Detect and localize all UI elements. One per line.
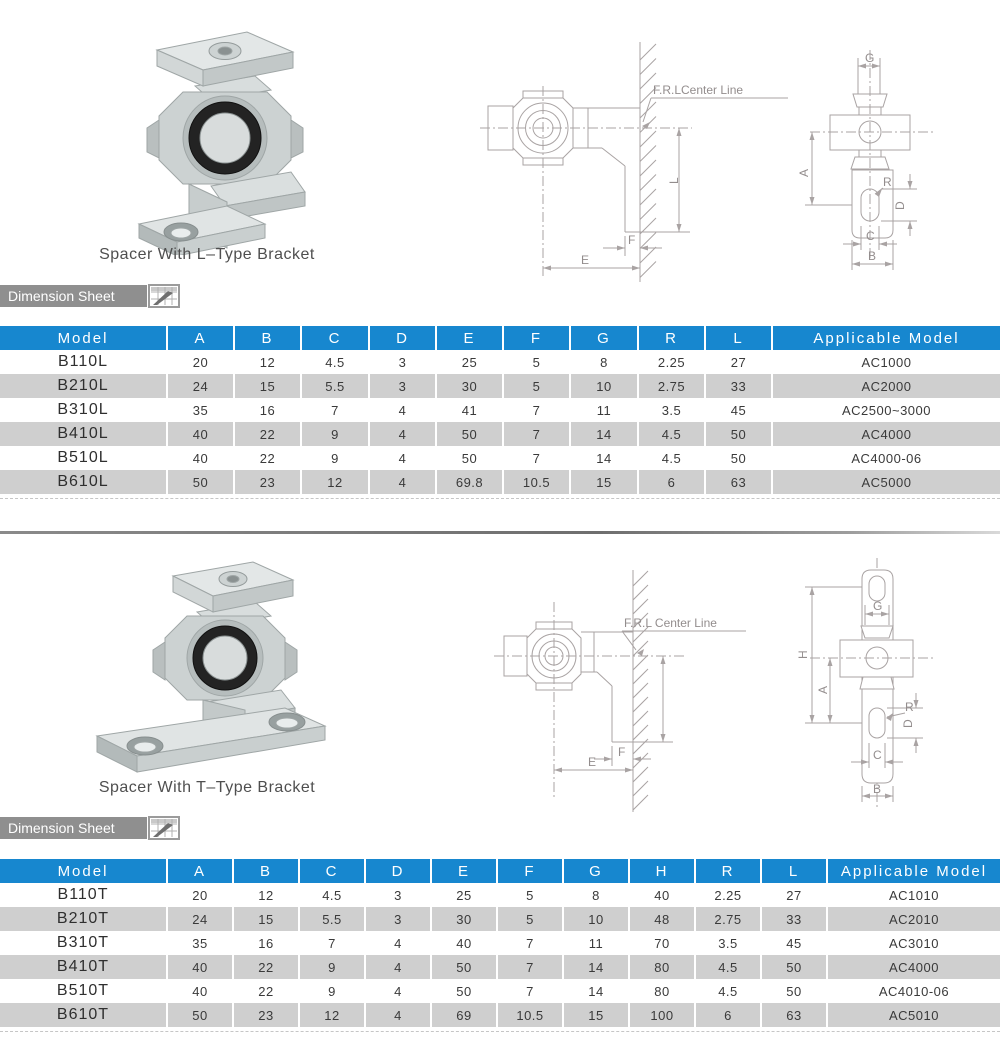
dim-label-c: C	[866, 229, 875, 243]
value-cell: 5.5	[301, 374, 369, 398]
column-header: R	[695, 859, 761, 883]
value-cell: 69.8	[436, 470, 503, 494]
value-cell: 4.5	[695, 979, 761, 1003]
value-cell: 4	[369, 470, 436, 494]
value-cell: AC4000-06	[772, 446, 1000, 470]
value-cell: 10	[563, 907, 629, 931]
value-cell: 50	[705, 446, 772, 470]
value-cell: 7	[503, 398, 570, 422]
value-cell: 25	[436, 350, 503, 374]
caption-t-bracket: Spacer With T–Type Bracket	[98, 779, 316, 796]
value-cell: 12	[233, 883, 299, 907]
value-cell: 15	[570, 470, 638, 494]
dim-label-h: H	[796, 650, 810, 659]
value-cell: 33	[705, 374, 772, 398]
value-cell: 14	[563, 979, 629, 1003]
value-cell: AC1010	[827, 883, 1000, 907]
value-cell: 7	[503, 422, 570, 446]
dim-label-r: R	[883, 175, 892, 189]
value-cell: AC4010-06	[827, 979, 1000, 1003]
value-cell: 2.75	[638, 374, 705, 398]
column-header: A	[167, 859, 233, 883]
value-cell: 2.25	[638, 350, 705, 374]
table-row	[0, 446, 1000, 470]
table-row	[0, 931, 1000, 955]
column-header: R	[638, 326, 705, 350]
value-cell: 14	[570, 422, 638, 446]
column-header: B	[233, 859, 299, 883]
model-cell: B210L	[0, 374, 167, 398]
front-view-drawing-t	[490, 560, 790, 820]
value-cell: 16	[234, 398, 301, 422]
front-view-drawing-l	[470, 30, 790, 285]
value-cell: AC2000	[772, 374, 1000, 398]
column-header: D	[365, 859, 431, 883]
table-bottom-rule	[0, 1031, 1000, 1032]
value-cell: 50	[431, 979, 497, 1003]
dim-label-c: C	[873, 748, 882, 762]
value-cell: 40	[629, 883, 695, 907]
value-cell: 45	[705, 398, 772, 422]
value-cell: AC3010	[827, 931, 1000, 955]
model-cell: B310T	[56, 934, 110, 951]
value-cell: 7	[497, 931, 563, 955]
dim-label-r: R	[905, 700, 914, 714]
value-cell: 6	[695, 1003, 761, 1027]
dimension-sheet-label: Dimension Sheet	[0, 817, 147, 839]
value-cell: 15	[233, 907, 299, 931]
value-cell: 4	[365, 931, 431, 955]
value-cell: 22	[234, 422, 301, 446]
value-cell: 10.5	[503, 470, 570, 494]
column-header: D	[369, 326, 436, 350]
value-cell: 50	[436, 446, 503, 470]
value-cell: 15	[563, 1003, 629, 1027]
dim-label-g: G	[865, 51, 875, 65]
value-cell: 100	[629, 1003, 695, 1027]
value-cell: 30	[436, 374, 503, 398]
value-cell: 63	[761, 1003, 827, 1027]
value-cell: 22	[233, 979, 299, 1003]
value-cell: 11	[570, 398, 638, 422]
value-cell: 40	[167, 979, 233, 1003]
value-cell: AC4000	[827, 955, 1000, 979]
value-cell: 4.5	[638, 422, 705, 446]
value-cell: 9	[301, 422, 369, 446]
column-header: E	[431, 859, 497, 883]
value-cell: 9	[299, 955, 365, 979]
value-cell: AC2500~3000	[772, 398, 1000, 422]
dimension-sheet-icon	[148, 816, 180, 840]
value-cell: 12	[301, 470, 369, 494]
side-view-drawing-t	[795, 550, 1000, 815]
value-cell: AC4000	[772, 422, 1000, 446]
table-row	[0, 422, 1000, 446]
value-cell: 22	[233, 955, 299, 979]
value-cell: AC5010	[827, 1003, 1000, 1027]
value-cell: 4.5	[695, 955, 761, 979]
dim-label-l: L	[667, 177, 681, 184]
value-cell: 3.5	[695, 931, 761, 955]
value-cell: 5	[503, 374, 570, 398]
value-cell: 80	[629, 955, 695, 979]
table-row	[0, 350, 1000, 374]
dim-label-d: D	[901, 719, 915, 728]
column-header: C	[299, 859, 365, 883]
dim-label-f: F	[628, 233, 636, 247]
table-row	[0, 470, 1000, 494]
column-header: A	[167, 326, 234, 350]
value-cell: 27	[761, 883, 827, 907]
value-cell: 63	[705, 470, 772, 494]
center-line-label: F.R.LCenter Line	[653, 83, 744, 97]
value-cell: 11	[563, 931, 629, 955]
product-photo-t-bracket	[75, 552, 345, 782]
value-cell: 12	[234, 350, 301, 374]
table-header-row	[0, 859, 1000, 883]
value-cell: 2.75	[695, 907, 761, 931]
dim-label-d: D	[893, 201, 907, 210]
value-cell: 70	[629, 931, 695, 955]
value-cell: 12	[299, 1003, 365, 1027]
value-cell: 4	[365, 979, 431, 1003]
column-header: Applicable Model	[772, 326, 1000, 350]
dimension-table-l	[0, 326, 1000, 494]
caption-l-bracket: Spacer With L–Type Bracket	[99, 246, 315, 263]
value-cell: 4.5	[301, 350, 369, 374]
model-cell: B210T	[0, 907, 167, 931]
value-cell: 3	[365, 907, 431, 931]
value-cell: 20	[167, 883, 233, 907]
value-cell: 4.5	[299, 883, 365, 907]
value-cell: 4	[369, 422, 436, 446]
dimension-table-t	[0, 859, 1000, 1027]
model-cell: B110L	[57, 353, 109, 370]
column-header: L	[705, 326, 772, 350]
value-cell: 5	[497, 883, 563, 907]
value-cell: 5	[503, 350, 570, 374]
value-cell: 4	[365, 1003, 431, 1027]
value-cell: AC1000	[772, 350, 1000, 374]
column-header: H	[629, 859, 695, 883]
dim-label-b: B	[873, 782, 882, 796]
value-cell: 30	[431, 907, 497, 931]
dim-label-g: G	[873, 599, 883, 613]
model-cell: B110T	[57, 886, 109, 903]
table-row	[0, 883, 1000, 907]
value-cell: 4.5	[638, 446, 705, 470]
value-cell: 40	[431, 931, 497, 955]
section-divider	[0, 531, 1000, 534]
value-cell: 14	[563, 955, 629, 979]
value-cell: 4	[369, 446, 436, 470]
value-cell: 2.25	[695, 883, 761, 907]
value-cell: 3	[365, 883, 431, 907]
value-cell: 40	[167, 446, 234, 470]
dim-label-f: F	[618, 745, 626, 759]
table-header-row	[0, 326, 1000, 350]
value-cell: 8	[563, 883, 629, 907]
value-cell: 3	[369, 374, 436, 398]
value-cell: 40	[167, 422, 234, 446]
value-cell: 10.5	[497, 1003, 563, 1027]
dim-label-e: E	[588, 755, 597, 769]
value-cell: 6	[638, 470, 705, 494]
value-cell: 45	[761, 931, 827, 955]
value-cell: 5	[497, 907, 563, 931]
dimension-sheet-label: Dimension Sheet	[0, 285, 147, 307]
value-cell: 9	[299, 979, 365, 1003]
value-cell: 27	[705, 350, 772, 374]
value-cell: 50	[705, 422, 772, 446]
column-header: E	[436, 326, 503, 350]
value-cell: 8	[570, 350, 638, 374]
center-line-label: F.R.L Center Line	[624, 616, 717, 630]
model-cell: B510T	[56, 982, 110, 999]
model-cell: B410T	[0, 955, 167, 979]
column-header: G	[570, 326, 638, 350]
dim-label-e: E	[581, 253, 590, 267]
value-cell: 24	[167, 374, 234, 398]
value-cell: 20	[167, 350, 234, 374]
table-bottom-rule	[0, 498, 1000, 499]
table-row	[0, 979, 1000, 1003]
value-cell: 3.5	[638, 398, 705, 422]
value-cell: 40	[167, 955, 233, 979]
model-cell: B610T	[0, 1003, 167, 1027]
column-header: C	[301, 326, 369, 350]
dimension-sheet-icon	[148, 284, 180, 308]
table-row	[0, 955, 1000, 979]
column-header: G	[563, 859, 629, 883]
value-cell: 80	[629, 979, 695, 1003]
value-cell: 48	[629, 907, 695, 931]
value-cell: 50	[167, 1003, 233, 1027]
value-cell: 33	[761, 907, 827, 931]
column-header: Applicable Model	[827, 859, 1000, 883]
value-cell: 4	[369, 398, 436, 422]
value-cell: 3	[369, 350, 436, 374]
value-cell: 7	[503, 446, 570, 470]
side-view-drawing-l	[795, 28, 1000, 283]
column-header: F	[497, 859, 563, 883]
value-cell: 14	[570, 446, 638, 470]
column-header: B	[234, 326, 301, 350]
value-cell: 7	[497, 955, 563, 979]
value-cell: 23	[234, 470, 301, 494]
table-row	[0, 907, 1000, 931]
value-cell: 15	[234, 374, 301, 398]
value-cell: 50	[436, 422, 503, 446]
table-row	[0, 398, 1000, 422]
value-cell: 10	[570, 374, 638, 398]
value-cell: 50	[761, 979, 827, 1003]
value-cell: 9	[301, 446, 369, 470]
column-header: Model	[0, 859, 167, 883]
value-cell: 24	[167, 907, 233, 931]
dim-label-a: A	[797, 168, 811, 177]
model-cell: B310L	[57, 401, 109, 418]
value-cell: AC2010	[827, 907, 1000, 931]
table-row	[0, 1003, 1000, 1027]
value-cell: 69	[431, 1003, 497, 1027]
column-header: F	[503, 326, 570, 350]
value-cell: 7	[497, 979, 563, 1003]
product-photo-l-bracket	[95, 20, 325, 255]
model-cell: B610L	[0, 470, 167, 494]
dim-label-a: A	[816, 685, 830, 694]
table-row	[0, 374, 1000, 398]
value-cell: 50	[431, 955, 497, 979]
value-cell: 16	[233, 931, 299, 955]
value-cell: 50	[761, 955, 827, 979]
value-cell: 5.5	[299, 907, 365, 931]
value-cell: 4	[365, 955, 431, 979]
value-cell: 50	[167, 470, 234, 494]
value-cell: 7	[299, 931, 365, 955]
value-cell: 25	[431, 883, 497, 907]
model-cell: B410L	[0, 422, 167, 446]
dim-label-b: B	[868, 249, 877, 263]
value-cell: 22	[234, 446, 301, 470]
value-cell: 23	[233, 1003, 299, 1027]
value-cell: 7	[301, 398, 369, 422]
column-header: L	[761, 859, 827, 883]
value-cell: 41	[436, 398, 503, 422]
value-cell: 35	[167, 931, 233, 955]
column-header: Model	[0, 326, 167, 350]
model-cell: B510L	[57, 449, 109, 466]
value-cell: AC5000	[772, 470, 1000, 494]
value-cell: 35	[167, 398, 234, 422]
